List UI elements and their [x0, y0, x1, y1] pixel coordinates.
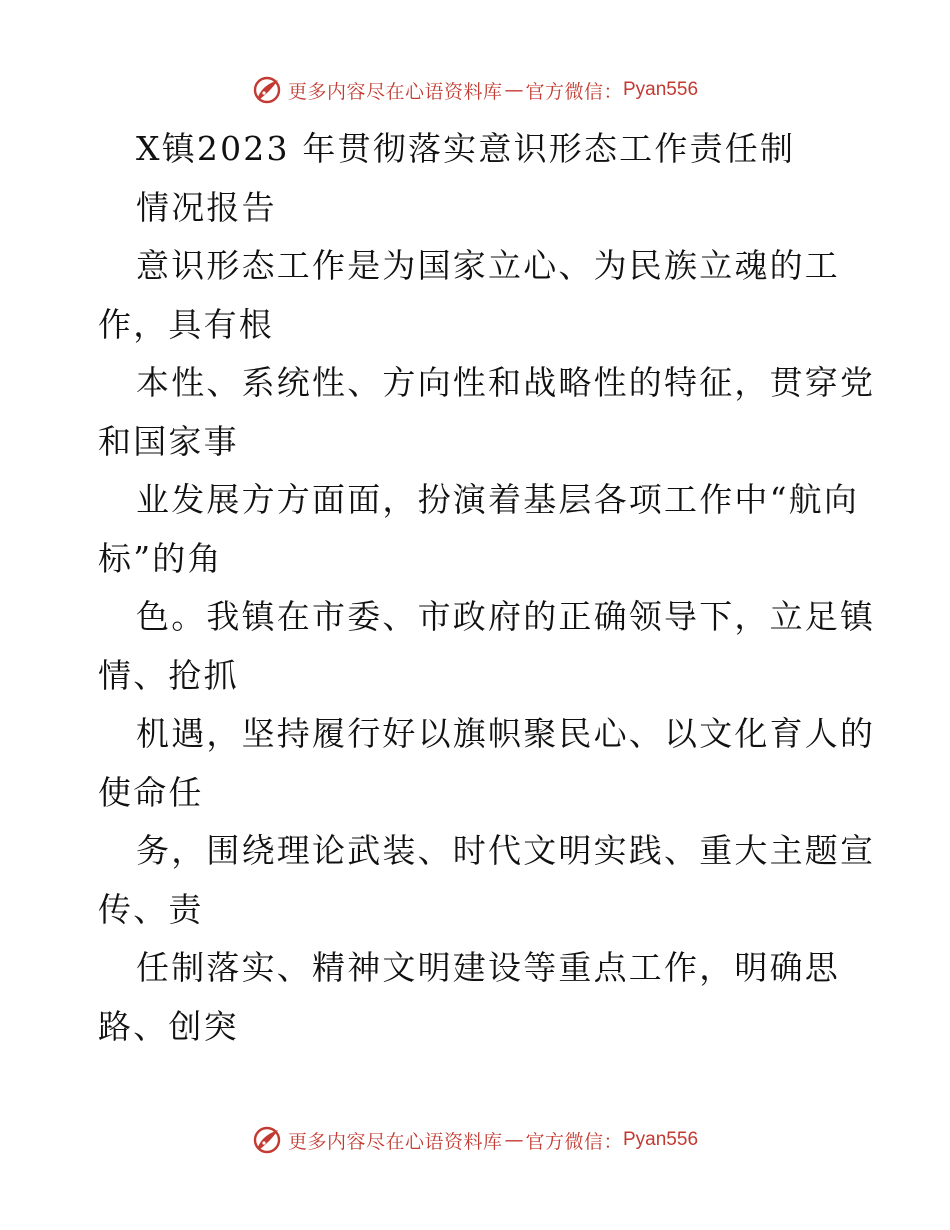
footer-watermark — [0, 1120, 950, 1160]
pen-logo-icon — [252, 75, 282, 105]
paragraph-line: 机遇，坚持履行好以旗帜聚民心、以文化育人的 — [136, 714, 876, 753]
document-title-line-2: 情况报告 — [136, 187, 277, 227]
watermark-id: Pyan556 — [623, 79, 699, 100]
header-watermark — [0, 70, 950, 110]
paragraph-line: 路、创突 — [98, 1006, 239, 1046]
paragraph-line: 使命任 — [98, 772, 204, 812]
paragraph-line: 情、抢抓 — [98, 655, 239, 695]
paragraph-line: 业发展方方面面，扮演着基层各项工作中“航向 — [136, 480, 860, 519]
paragraph-line: 意识形态工作是为国家立心、为民族立魂的工 — [136, 246, 840, 285]
document-body — [98, 120, 876, 1056]
document-title-line-1: X镇2023 年贯彻落实意识形态工作责任制 — [136, 129, 796, 168]
watermark-contact: 官方微信： — [525, 1130, 623, 1153]
pen-logo-icon — [252, 1125, 282, 1155]
paragraph-line: 务，围绕理论武装、时代文明实践、重大主题宣 — [136, 831, 876, 870]
watermark-dash: — — [504, 1129, 524, 1151]
paragraph-line: 作，具有根 — [98, 304, 274, 344]
watermark-id: Pyan556 — [623, 1129, 699, 1150]
paragraph-line: 色。我镇在市委、市政府的正确领导下，立足镇 — [136, 597, 876, 636]
watermark-contact: 官方微信： — [525, 80, 623, 103]
paragraph-line: 和国家事 — [98, 421, 239, 461]
paragraph-line: 任制落实、精神文明建设等重点工作，明确思 — [136, 948, 840, 987]
watermark-dash: — — [504, 79, 524, 101]
paragraph-line: 标”的角 — [98, 538, 223, 578]
paragraph-line: 本性、系统性、方向性和战略性的特征，贯穿党 — [136, 363, 876, 402]
paragraph-line: 传、责 — [98, 889, 204, 929]
watermark-text: 更多内容尽在心语资料库 — [287, 80, 503, 103]
watermark-text: 更多内容尽在心语资料库 — [287, 1130, 503, 1153]
